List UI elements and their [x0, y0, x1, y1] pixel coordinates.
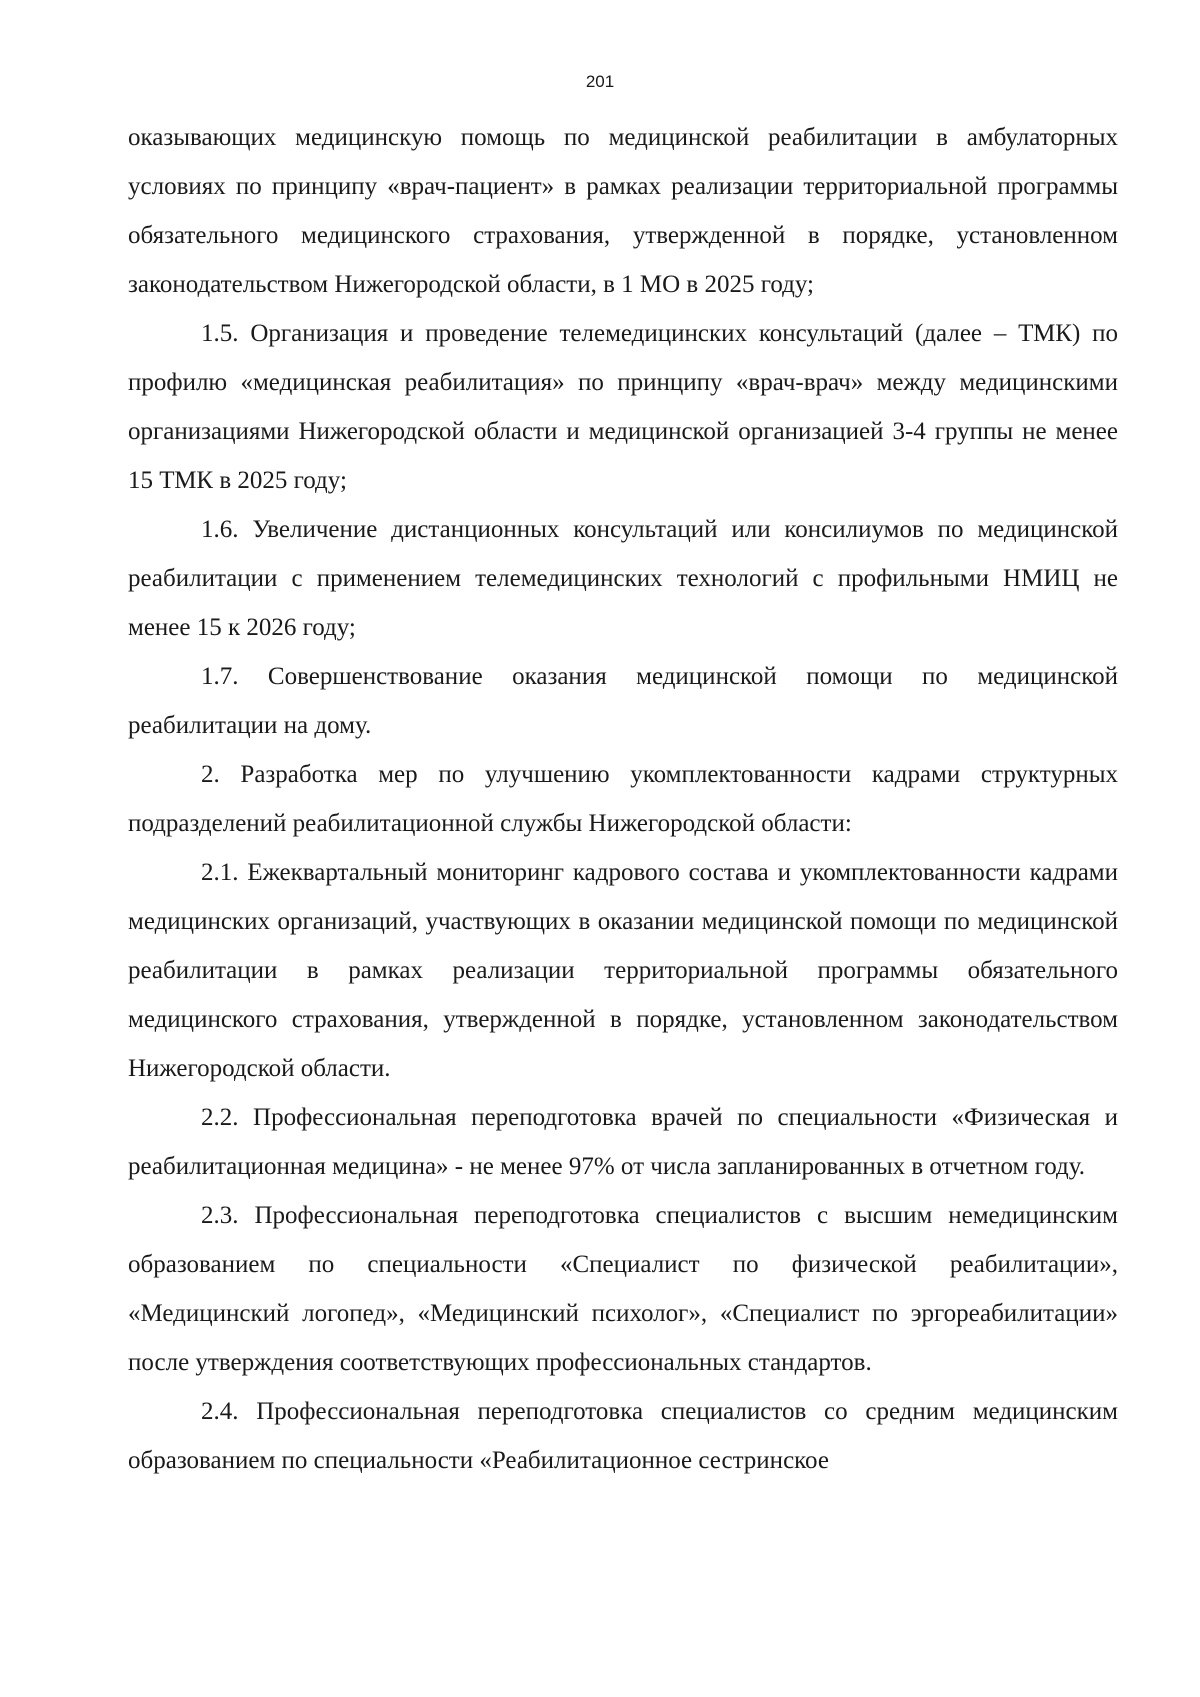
paragraph-2: 2. Разработка мер по улучшению укомплектованности кадрами структурных подразделений реабилитационной службы Нижегородской области:: [128, 761, 1118, 837]
page-number: 201: [585, 72, 615, 91]
document-body: [128, 113, 1118, 1485]
paragraph-1-7: 1.7. Совершенствование оказания медицинской помощи по медицинской реабилитации на дому.: [128, 663, 1118, 739]
paragraph-2-3: 2.3. Профессиональная переподготовка специалистов с высшим немедицинским образованием по специальности «Специалист по физической реабилитации», «Медицинский логопед», «Медицинский психолог», «Специалист по эргореабилитации» после утверждения соответствующих профессиональных стандартов.: [128, 1202, 1118, 1376]
paragraph-1-5: 1.5. Организация и проведение телемедицинских консультаций (далее – ТМК) по профилю «медицинская реабилитация» по принципу «врач-врач» между медицинскими организациями Нижегородской области и медицинской организацией 3-4 группы не менее 15 ТМК в 2025 году;: [128, 320, 1118, 494]
paragraph-2-1: 2.1. Ежеквартальный мониторинг кадрового состава и укомплектованности кадрами медицинских организаций, участвующих в оказании медицинской помощи по медицинской реабилитации в рамках реализации территориальной программы обязательного медицинского страхования, утвержденной в порядке, установленном законодательством Нижегородской области.: [128, 859, 1118, 1082]
paragraph-1-6: 1.6. Увеличение дистанционных консультаций или консилиумов по медицинской реабилитации с применением телемедицинских технологий с профильными НМИЦ не менее 15 к 2026 году;: [128, 516, 1118, 641]
paragraph-2-4: 2.4. Профессиональная переподготовка специалистов со средним медицинским образованием по специальности «Реабилитационное сестринское: [128, 1398, 1118, 1474]
paragraph-2-2: 2.2. Профессиональная переподготовка врачей по специальности «Физическая и реабилитационная медицина» - не менее 97% от числа запланированных в отчетном году.: [128, 1104, 1118, 1180]
paragraph-continuation: оказывающих медицинскую помощь по медицинской реабилитации в амбулаторных условиях по принципу «врач-пациент» в рамках реализации территориальной программы обязательного медицинского страхования, утвержденной в порядке, установленном законодательством Нижегородской области, в 1 МО в 2025 году;: [128, 124, 1118, 298]
